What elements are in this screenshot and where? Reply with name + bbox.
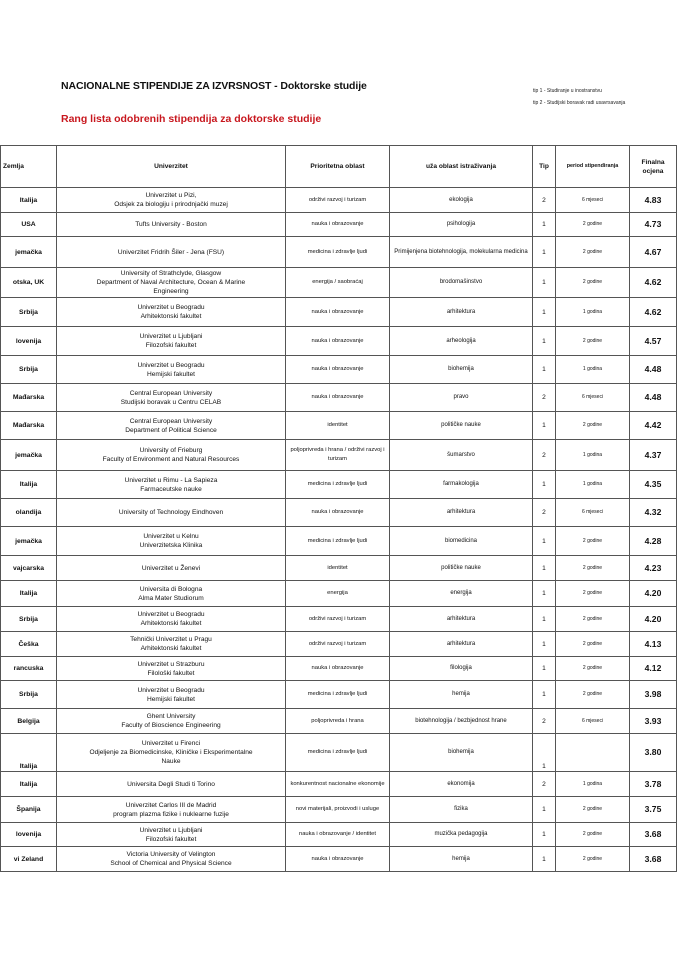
cell-country: USA xyxy=(1,213,57,237)
cell-period: 6 mjeseci xyxy=(556,499,630,527)
cell-type: 1 xyxy=(533,327,556,356)
cell-priority-area: nauka i obrazovanje xyxy=(286,499,390,527)
university-line: Hemijski fakultet xyxy=(146,370,195,378)
cell-research-field: ekologija xyxy=(390,188,533,213)
university-line: Nauke xyxy=(161,758,181,765)
cell-period xyxy=(556,734,630,772)
cell-score: 4.32 xyxy=(630,499,677,527)
cell-type: 2 xyxy=(533,188,556,213)
table-row xyxy=(1,237,677,268)
page-title: NACIONALNE STIPENDIJE ZA IZVRSNOST - Doktorske studije xyxy=(61,80,367,92)
cell-type: 1 xyxy=(533,356,556,384)
cell-research-field: političke nauke xyxy=(390,412,533,440)
cell-type: 1 xyxy=(533,681,556,709)
cell-university xyxy=(57,268,286,298)
cell-period: 1 godina xyxy=(556,356,630,384)
university-line: Alma Mater Studiorum xyxy=(138,594,204,602)
cell-type: 1 xyxy=(533,797,556,823)
cell-score: 4.37 xyxy=(630,440,677,471)
cell-research-field: hemija xyxy=(390,847,533,872)
cell-period: 2 godine xyxy=(556,607,630,632)
cell-research-field: arhitektura xyxy=(390,298,533,327)
university-line: Univerzitet u Ljubljani xyxy=(139,826,203,834)
cell-type: 1 xyxy=(533,471,556,499)
university-line: University of Technology Eindhoven xyxy=(118,509,224,516)
cell-period: 1 godina xyxy=(556,471,630,499)
university-line: Arhitektonski fakultet xyxy=(140,313,202,320)
cell-type: 1 xyxy=(533,632,556,657)
university-line: Farmaceutske nauke xyxy=(140,485,202,493)
university-line: University of Strathclyde, Glasgow xyxy=(120,270,222,277)
cell-period: 2 godine xyxy=(556,823,630,847)
table-row xyxy=(1,556,677,581)
cell-university xyxy=(57,734,286,772)
cell-country: Srbija xyxy=(1,681,57,709)
table-body xyxy=(1,188,677,872)
cell-type: 1 xyxy=(533,556,556,581)
cell-score: 4.23 xyxy=(630,556,677,581)
university-line: Univerzitet Fridrih Šiler - Jena (FSU) xyxy=(117,248,225,256)
table-row xyxy=(1,681,677,709)
university-line: program plazma fizike i nuklearne fuzije xyxy=(113,810,229,818)
university-line: Engineering xyxy=(153,288,189,295)
cell-priority-area: medicina i zdravlje ljudi xyxy=(286,734,390,772)
cell-university xyxy=(57,632,286,657)
cell-research-field: energija xyxy=(390,581,533,607)
university-line: Ghent University xyxy=(146,713,196,720)
column-header-university: Univerzitet xyxy=(57,146,286,188)
cell-priority-area: nauka i obrazovanje xyxy=(286,847,390,872)
table-row xyxy=(1,632,677,657)
cell-university xyxy=(57,709,286,734)
table-header-row xyxy=(1,146,677,188)
university-line: Univerzitet u Beogradu xyxy=(137,361,205,369)
cell-priority-area: nauka i obrazovanje xyxy=(286,298,390,327)
cell-university xyxy=(57,213,286,237)
cell-research-field: hemija xyxy=(390,681,533,709)
cell-priority-area: nauka i obrazovanje xyxy=(286,327,390,356)
cell-score: 4.35 xyxy=(630,471,677,499)
cell-research-field: muzička pedagogija xyxy=(390,823,533,847)
university-line: Hemijski fakultet xyxy=(146,695,195,703)
table-row xyxy=(1,797,677,823)
cell-university xyxy=(57,298,286,327)
cell-country: olandija xyxy=(1,499,57,527)
table-row xyxy=(1,823,677,847)
cell-university xyxy=(57,772,286,797)
cell-type: 1 xyxy=(533,847,556,872)
column-header-research-field: uža oblast istraživanja xyxy=(390,146,533,188)
cell-country: lovenija xyxy=(1,327,57,356)
cell-university xyxy=(57,384,286,412)
cell-research-field: biomedicina xyxy=(390,527,533,556)
university-line: Studijski boravak u Centru CELAB xyxy=(120,398,222,406)
university-line: Univerzitet u Beogradu xyxy=(137,686,205,694)
cell-score: 4.48 xyxy=(630,384,677,412)
cell-priority-area: medicina i zdravlje ljudi xyxy=(286,681,390,709)
cell-priority-area: medicina i zdravlje ljudi xyxy=(286,237,390,268)
table-row xyxy=(1,268,677,298)
cell-priority-area: održivi razvoj i turizam xyxy=(286,632,390,657)
cell-type: 1 xyxy=(533,527,556,556)
university-line: Univerzitet u Pizi, xyxy=(145,192,197,199)
table-row xyxy=(1,440,677,471)
university-line: Univerzitet Carlos III de Madrid xyxy=(125,801,217,809)
cell-university xyxy=(57,327,286,356)
cell-period: 1 godina xyxy=(556,298,630,327)
university-line: Arhitektonski fakultet xyxy=(140,620,202,627)
cell-score: 4.20 xyxy=(630,607,677,632)
cell-priority-area: poljoprivreda i hrana / održivi razvoj i turizam xyxy=(286,440,390,471)
cell-university xyxy=(57,556,286,581)
university-line: Odjeljenje za Biomedicinske, Kliničke i Eksperimentalne xyxy=(89,749,253,756)
column-header-priority-area: Prioritetna oblast xyxy=(286,146,390,188)
ranking-table xyxy=(0,145,677,872)
cell-priority-area: energija / saobraćaj xyxy=(286,268,390,298)
cell-university xyxy=(57,356,286,384)
cell-period: 1 godina xyxy=(556,440,630,471)
cell-score: 4.83 xyxy=(630,188,677,213)
table-row xyxy=(1,298,677,327)
table-row xyxy=(1,412,677,440)
table-row xyxy=(1,709,677,734)
cell-university xyxy=(57,499,286,527)
table-row xyxy=(1,327,677,356)
cell-score: 4.42 xyxy=(630,412,677,440)
cell-score: 3.68 xyxy=(630,823,677,847)
cell-type: 1 xyxy=(533,298,556,327)
university-line: Central European University xyxy=(129,417,213,425)
table-row xyxy=(1,527,677,556)
cell-score: 4.62 xyxy=(630,268,677,298)
cell-period: 2 godine xyxy=(556,797,630,823)
column-header-period: period stipendiranja xyxy=(556,146,630,188)
cell-type: 1 xyxy=(533,657,556,681)
cell-score: 3.78 xyxy=(630,772,677,797)
university-line: Department of Naval Architecture, Ocean & Marine xyxy=(96,279,246,286)
cell-research-field: pravo xyxy=(390,384,533,412)
cell-period: 2 godine xyxy=(556,581,630,607)
page-subtitle: Rang lista odobrenih stipendija za doktorske studije xyxy=(61,113,322,125)
cell-country: vi Zeland xyxy=(1,847,57,872)
cell-score: 4.12 xyxy=(630,657,677,681)
cell-period: 6 mjeseci xyxy=(556,709,630,734)
cell-research-field: Primijenjena biotehnologija, molekularna medicina xyxy=(390,237,533,268)
cell-score: 4.28 xyxy=(630,527,677,556)
table-row xyxy=(1,581,677,607)
cell-university xyxy=(57,823,286,847)
cell-country: otska, UK xyxy=(1,268,57,298)
cell-university xyxy=(57,237,286,268)
cell-period: 6 mjeseci xyxy=(556,188,630,213)
column-header-country: Zemlja xyxy=(1,146,57,188)
cell-country: jemačka xyxy=(1,527,57,556)
cell-period: 1 godina xyxy=(556,772,630,797)
cell-period: 6 mjeseci xyxy=(556,384,630,412)
cell-country: rancuska xyxy=(1,657,57,681)
university-line: University of Frieburg xyxy=(139,447,203,454)
cell-university xyxy=(57,471,286,499)
cell-priority-area: identitet xyxy=(286,556,390,581)
cell-priority-area: nauka i obrazovanje xyxy=(286,356,390,384)
university-line: Filozofski fakultet xyxy=(145,835,197,843)
table-row xyxy=(1,657,677,681)
cell-priority-area: novi materijali, proizvodi i usluge xyxy=(286,797,390,823)
cell-research-field: arhitektura xyxy=(390,632,533,657)
cell-priority-area: održivi razvoj i turizam xyxy=(286,607,390,632)
cell-university xyxy=(57,657,286,681)
cell-period: 2 godine xyxy=(556,681,630,709)
cell-university xyxy=(57,581,286,607)
cell-priority-area: nauka i obrazovanje xyxy=(286,213,390,237)
university-line: Tufts University - Boston xyxy=(135,221,207,228)
cell-type: 1 xyxy=(533,237,556,268)
university-line: Faculty of Environment and Natural Resources xyxy=(102,456,240,463)
university-line: Univerzitet u Beogradu xyxy=(137,611,205,618)
cell-country: Mađarska xyxy=(1,412,57,440)
cell-research-field: biotehnologija / bezbjednost hrane xyxy=(390,709,533,734)
cell-country: jemačka xyxy=(1,440,57,471)
cell-country: lovenija xyxy=(1,823,57,847)
cell-research-field: farmakologija xyxy=(390,471,533,499)
table-row xyxy=(1,607,677,632)
cell-score: 3.68 xyxy=(630,847,677,872)
cell-type: 2 xyxy=(533,772,556,797)
cell-priority-area: nauka i obrazovanje xyxy=(286,384,390,412)
university-line: Universita di Bologna xyxy=(139,585,203,593)
cell-period: 2 godine xyxy=(556,847,630,872)
cell-priority-area: medicina i zdravlje ljudi xyxy=(286,527,390,556)
cell-type: 1 xyxy=(533,607,556,632)
cell-period: 2 godine xyxy=(556,556,630,581)
table-row xyxy=(1,471,677,499)
type-legend xyxy=(533,85,625,109)
table-row xyxy=(1,847,677,872)
cell-research-field: psihologija xyxy=(390,213,533,237)
cell-type: 2 xyxy=(533,440,556,471)
cell-country: Srbija xyxy=(1,356,57,384)
university-line: Victoria University of Velington xyxy=(126,851,216,858)
cell-type: 1 xyxy=(533,268,556,298)
university-line: Univerzitet u Strazburu xyxy=(137,660,205,668)
cell-country: Italija xyxy=(1,772,57,797)
cell-research-field: brodomašinstvo xyxy=(390,268,533,298)
cell-university xyxy=(57,681,286,709)
cell-country: Italija xyxy=(1,471,57,499)
cell-period: 2 godine xyxy=(556,327,630,356)
university-line: Filozofski fakultet xyxy=(145,342,197,349)
cell-score: 4.73 xyxy=(630,213,677,237)
cell-score: 3.93 xyxy=(630,709,677,734)
cell-country: Srbija xyxy=(1,298,57,327)
cell-research-field: filologija xyxy=(390,657,533,681)
cell-priority-area: poljoprivreda i hrana xyxy=(286,709,390,734)
cell-university xyxy=(57,607,286,632)
cell-type: 1 xyxy=(533,213,556,237)
cell-country: vajcarska xyxy=(1,556,57,581)
cell-research-field: fizika xyxy=(390,797,533,823)
cell-score: 4.57 xyxy=(630,327,677,356)
cell-score: 3.98 xyxy=(630,681,677,709)
cell-score: 4.20 xyxy=(630,581,677,607)
table-row xyxy=(1,356,677,384)
university-line: Department of Political Science xyxy=(125,426,217,434)
cell-priority-area: konkurentnost nacionalne ekonomije xyxy=(286,772,390,797)
cell-university xyxy=(57,440,286,471)
cell-score: 4.48 xyxy=(630,356,677,384)
cell-period: 2 godine xyxy=(556,527,630,556)
university-line: Univerzitetska Klinika xyxy=(139,542,203,549)
column-header-score: Finalna ocjena xyxy=(630,146,677,188)
cell-type: 1 xyxy=(533,734,556,772)
cell-country: Srbija xyxy=(1,607,57,632)
cell-priority-area: nauka i obrazovanje xyxy=(286,657,390,681)
cell-research-field: ekonomija xyxy=(390,772,533,797)
university-line: Univerzitet u Beogradu xyxy=(137,304,205,311)
cell-score: 3.80 xyxy=(630,734,677,772)
column-header-type: Tip xyxy=(533,146,556,188)
cell-score: 4.67 xyxy=(630,237,677,268)
university-line: Universita Degli Studi ti Torino xyxy=(127,780,215,788)
cell-research-field: biohemija xyxy=(390,356,533,384)
university-line: Arhitektonski fakultet xyxy=(140,645,202,652)
cell-period: 2 godine xyxy=(556,213,630,237)
legend-tip-2: tip 2 - Studijski boravak radi usavrsavanja xyxy=(533,100,626,106)
university-line: Odsjek za biologiju i prirodnjački muzej xyxy=(114,201,228,208)
university-line: Univerzitet u Rimu - La Sapieza xyxy=(124,476,218,484)
cell-research-field: političke nauke xyxy=(390,556,533,581)
table-row xyxy=(1,734,677,772)
cell-country: Španija xyxy=(1,797,57,823)
cell-score: 4.13 xyxy=(630,632,677,657)
university-line: Univerzitet u Firenci xyxy=(141,740,201,747)
cell-type: 2 xyxy=(533,709,556,734)
cell-period: 2 godine xyxy=(556,657,630,681)
university-line: Tehnički Univerzitet u Pragu xyxy=(130,636,212,643)
cell-period: 2 godine xyxy=(556,237,630,268)
cell-university xyxy=(57,188,286,213)
cell-country: jemačka xyxy=(1,237,57,268)
cell-priority-area: medicina i zdravlje ljudi xyxy=(286,471,390,499)
legend-tip-1: tip 1 - Studiranje u inostranstvu xyxy=(533,88,602,94)
cell-research-field: biohemija xyxy=(390,734,533,772)
cell-score: 3.75 xyxy=(630,797,677,823)
university-line: Faculty of Bioscience Engineering xyxy=(121,722,221,729)
cell-university xyxy=(57,412,286,440)
university-line: Univerzitet u Kelnu xyxy=(143,533,199,540)
cell-research-field: arheologija xyxy=(390,327,533,356)
university-line: Filološki fakultet xyxy=(147,669,195,677)
cell-research-field: arhitektura xyxy=(390,499,533,527)
table-row xyxy=(1,213,677,237)
table-row xyxy=(1,384,677,412)
university-line: Univerzitet u Ljubljani xyxy=(139,333,203,340)
cell-type: 1 xyxy=(533,823,556,847)
cell-country: Belgija xyxy=(1,709,57,734)
table-row xyxy=(1,772,677,797)
cell-period: 2 godine xyxy=(556,412,630,440)
university-line: School of Chemical and Physical Science xyxy=(110,860,232,867)
cell-priority-area: nauka i obrazovanje / identitet xyxy=(286,823,390,847)
cell-university xyxy=(57,847,286,872)
cell-country: Italija xyxy=(1,581,57,607)
cell-priority-area: identitet xyxy=(286,412,390,440)
table-row xyxy=(1,499,677,527)
cell-score: 4.62 xyxy=(630,298,677,327)
university-line: Univerzitet u Ženevi xyxy=(141,564,201,572)
cell-period: 2 godine xyxy=(556,632,630,657)
cell-priority-area: održivi razvoj i turizam xyxy=(286,188,390,213)
table-row xyxy=(1,188,677,213)
university-line: Central European University xyxy=(129,389,213,397)
cell-priority-area: energija xyxy=(286,581,390,607)
cell-type: 1 xyxy=(533,581,556,607)
cell-university xyxy=(57,527,286,556)
cell-research-field: arhitektura xyxy=(390,607,533,632)
cell-country: Italija xyxy=(1,734,57,772)
cell-country: Češka xyxy=(1,632,57,657)
cell-type: 2 xyxy=(533,384,556,412)
cell-country: Italija xyxy=(1,188,57,213)
cell-country: Mađarska xyxy=(1,384,57,412)
cell-type: 1 xyxy=(533,412,556,440)
cell-university xyxy=(57,797,286,823)
cell-period: 2 godine xyxy=(556,268,630,298)
cell-type: 2 xyxy=(533,499,556,527)
cell-research-field: šumarstvo xyxy=(390,440,533,471)
